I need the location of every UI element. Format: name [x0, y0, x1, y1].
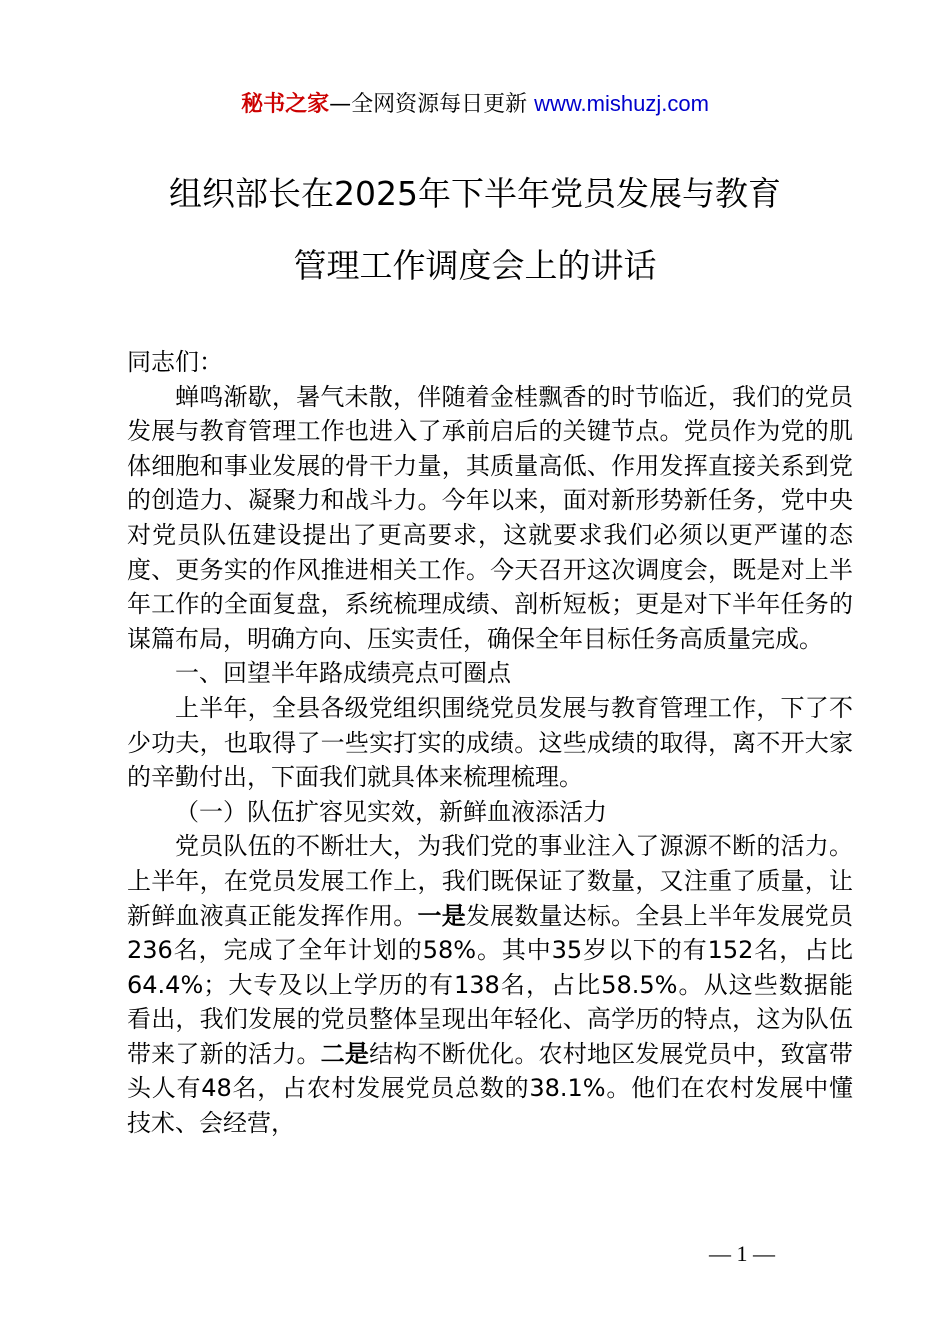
- paragraph-3: [127, 829, 853, 1140]
- intro-paragraph: 蝉鸣渐歇，暑气未散，伴随着金桂飘香的时节临近，我们的党员发展与教育管理工作也进入了承前启后的关键节点。党员作为党的肌体细胞和事业发展的骨干力量，其质量高低、作用发挥直接关系到党的创造力、凝聚力和战斗力。今年以来，面对新形势新任务，党中央对党员队伍建设提出了更高要求，这就要求我们必须以更严谨的态度、更务实的作风推进相关工作。今天召开这次调度会，既是对上半年工作的全面复盘，系统梳理成绩、剖析短板；更是对下半年任务的谋篇布局，明确方向、压实责任，确保全年目标任务高质量完成。: [127, 382, 853, 653]
- site-url-link[interactable]: www.mishuzj.com: [534, 91, 709, 116]
- brand-name: 秘书之家: [241, 92, 330, 117]
- salutation: 同志们：: [127, 348, 223, 376]
- title-line-1: 组织部长在2025年下半年党员发展与教育: [169, 174, 781, 213]
- subsection-heading-1: （一）队伍扩容见实效，新鲜血液添活力: [175, 797, 607, 826]
- paragraph-3-text-c: 发展数量达标。全县上半年发展党员236名，完成了全年计划的58%。其中35岁以下的有152名，占比64.4%；大专及以上学历的有138名，占比58.5%。从这些数据能看出，我们发展的党员整体呈现出年轻化、高学历的特点，这为队伍带来了新的活力。: [127, 901, 854, 1068]
- title-line-2: 管理工作调度会上的讲话: [293, 246, 657, 285]
- document-title: [60, 158, 890, 302]
- page-number: — 1 —: [709, 1241, 775, 1266]
- paragraph-3-text-d: 结构不断优化。农村地区发展党员中，致富带头人有48名，占农村发展党员总数的38.1%。他们在农村发展中懂技术、会经营，: [127, 1039, 854, 1138]
- section-heading-1: 一、回望半年路成绩亮点可圈点: [175, 659, 511, 688]
- document-body: [127, 345, 853, 1141]
- header-tagline: —全网资源每日更新: [329, 92, 535, 117]
- site-header: [0, 88, 950, 121]
- paragraph-3-text-a: 党员队伍的不断壮大，为我们党的事业注入了源源不断的活力。上半年，在党员发展工作上，我们既保证了数量，又注重了质量，让新鲜血液真正能发挥作用。: [127, 832, 853, 930]
- paragraph-2: 上半年，全县各级党组织围绕党员发展与教育管理工作，下了不少功夫，也取得了一些实打实的成绩。这些成绩的取得，离不开大家的辛勤付出，下面我们就具体来梳理梳理。: [127, 693, 853, 792]
- bold-marker-first: 一是: [417, 901, 466, 930]
- bold-marker-second: 二是: [320, 1039, 370, 1068]
